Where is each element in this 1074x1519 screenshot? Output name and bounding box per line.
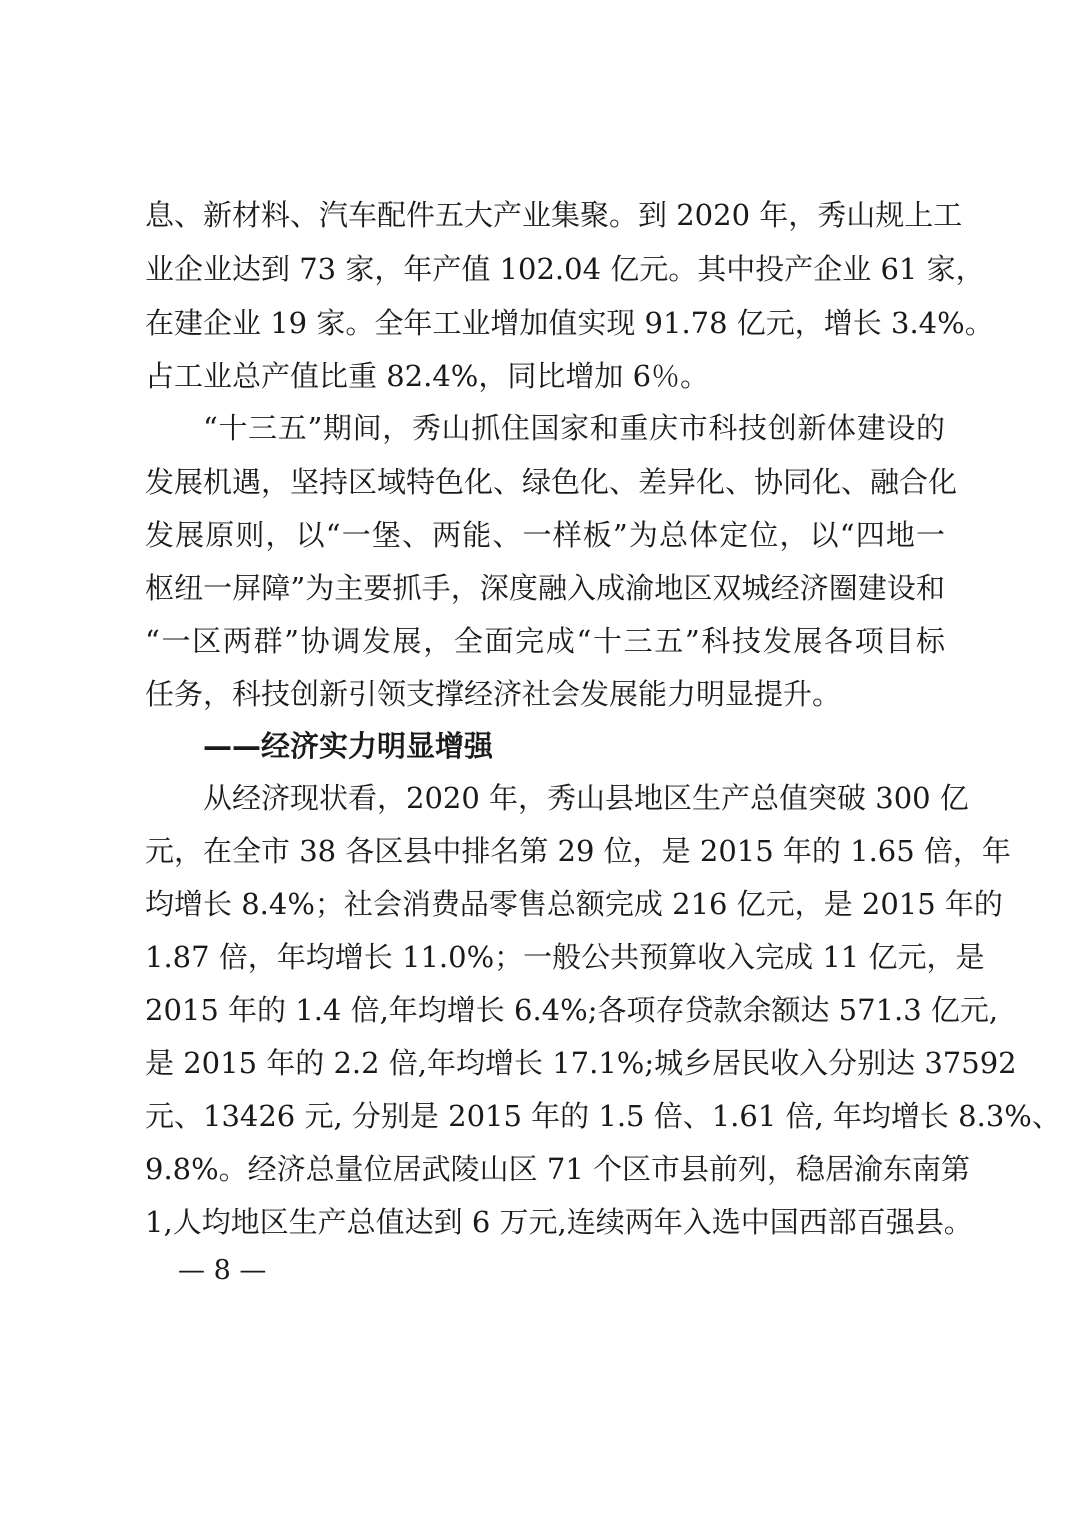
section-heading: ——经济实力明显增强 (203, 729, 494, 763)
paragraph2-line: 枢纽一屏障”为主要抓手，深度融入成渝地区双城经济圈建设和 (145, 571, 945, 605)
paragraph1-line: 在建企业 19 家。全年工业增加值实现 91.78 亿元，增长 3.4%。 (145, 306, 994, 340)
paragraph3-line: 1,人均地区生产总值达到 6 万元,连续两年入选中国西部百强县。 (145, 1205, 973, 1239)
paragraph3-line: 2015 年的 1.4 倍,年均增长 6.4%;各项存贷款余额达 571.3 亿元, (145, 993, 999, 1027)
paragraph3-line: 元，在全市 38 各区县中排名第 29 位，是 2015 年的 1.65 倍，年 (145, 834, 1011, 868)
paragraph1-line: 占工业总产值比重 82.4%，同比增加 6％。 (145, 359, 710, 393)
paragraph2-line: “十三五”期间，秀山抓住国家和重庆市科技创新体建设的 (203, 411, 945, 445)
paragraph1-line: 业企业达到 73 家，年产值 102.04 亿元。其中投产企业 61 家， (145, 252, 985, 286)
paragraph2-line: 发展原则，以“一堡、两能、一样板”为总体定位，以“四地一 (145, 518, 945, 552)
paragraph2-line: 任务，科技创新引领支撑经济社会发展能力明显提升。 (145, 677, 842, 711)
paragraph2-line: 发展机遇，坚持区域特色化、绿色化、差异化、协同化、融合化 (145, 465, 958, 499)
page-number: — 8 — (178, 1255, 267, 1286)
paragraph3-line: 从经济现状看，2020 年，秀山县地区生产总值突破 300 亿 (203, 781, 969, 815)
paragraph3-line: 元、13426 元, 分别是 2015 年的 1.5 倍、1.61 倍, 年均增长 8.3%、 (145, 1099, 1061, 1133)
paragraph2-line: “一区两群”协调发展，全面完成“十三五”科技发展各项目标 (145, 624, 945, 658)
paragraph3-line: 是 2015 年的 2.2 倍,年均增长 17.1%;城乡居民收入分别达 37592 (145, 1046, 1017, 1080)
paragraph3-line: 1.87 倍，年均增长 11.0%；一般公共预算收入完成 11 亿元，是 (145, 940, 985, 974)
paragraph1-line: 息、新材料、汽车配件五大产业集聚。到 2020 年，秀山规上工 (145, 198, 963, 232)
paragraph3-line: 9.8%。经济总量位居武陵山区 71 个区市县前列，稳居渝东南第 (145, 1152, 971, 1186)
paragraph3-line: 均增长 8.4%；社会消费品零售总额完成 216 亿元，是 2015 年的 (145, 887, 1003, 921)
